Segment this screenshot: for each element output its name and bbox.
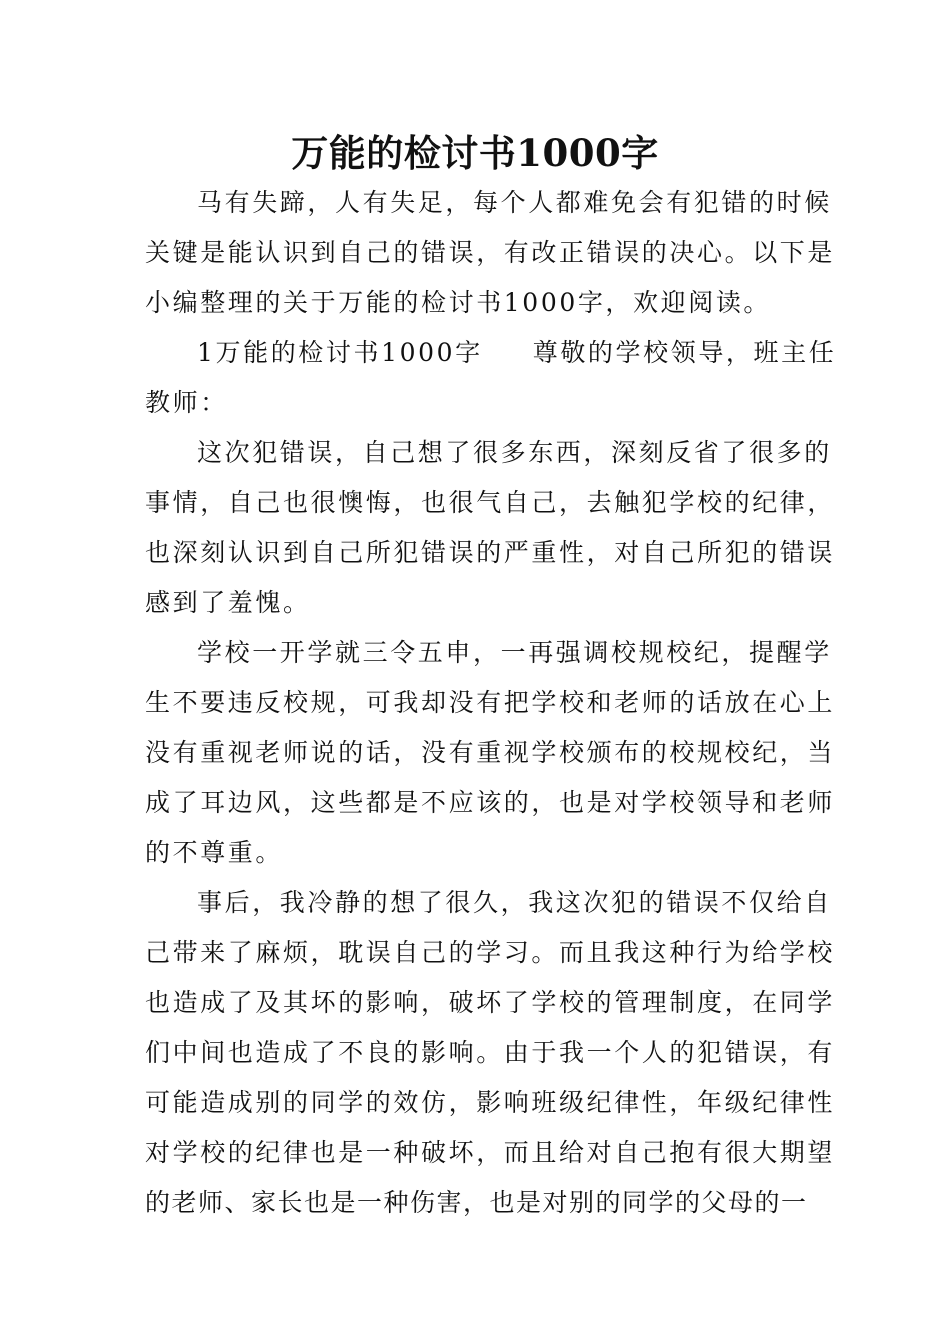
salutation: 尊敬的学校领导，班主任 [532, 338, 837, 367]
text-line: 小编整理的关于万能的检讨书1000字，欢迎阅读。 [145, 288, 772, 317]
text-line: 这次犯错误，自己想了很多东西，深刻反省了很多的 [197, 438, 832, 467]
text-line: 感到了羞愧。 [145, 588, 311, 617]
text-line: 们中间也造成了不良的影响。由于我一个人的犯错误，有 [145, 1038, 836, 1067]
text-line: 也深刻认识到自己所犯错误的严重性，对自己所犯的错误 [145, 538, 836, 567]
text-line: 教师： [145, 388, 228, 417]
text-line: 可能造成别的同学的效仿，影响班级纪律性，年级纪律性 [145, 1088, 836, 1117]
text-line: 也造成了及其坏的影响，破坏了学校的管理制度，在同学 [145, 988, 836, 1017]
text-line: 关键是能认识到自己的错误，有改正错误的决心。以下是 [145, 238, 836, 267]
text-line: 成了耳边风，这些都是不应该的，也是对学校领导和老师 [145, 788, 836, 817]
text-line: 生不要违反校规，可我却没有把学校和老师的话放在心上 [145, 688, 836, 717]
text-line: 事后，我冷静的想了很久，我这次犯的错误不仅给自 [197, 888, 832, 917]
document-title: 万能的检讨书1000字 [291, 131, 659, 175]
text-line: 的老师、家长也是一种伤害，也是对别的同学的父母的一 [145, 1188, 808, 1217]
section-heading: 1万能的检讨书1000字 [197, 338, 483, 367]
text-line: 马有失蹄，人有失足，每个人都难免会有犯错的时候 [197, 188, 832, 217]
section-heading-line [145, 328, 837, 378]
text-line: 学校一开学就三令五申，一再强调校规校纪，提醒学 [197, 638, 832, 667]
text-line: 对学校的纪律也是一种破坏，而且给对自己抱有很大期望 [145, 1138, 836, 1167]
document-body [145, 178, 837, 1228]
text-line: 没有重视老师说的话，没有重视学校颁布的校规校纪，当 [145, 738, 836, 767]
text-line: 的不尊重。 [145, 838, 284, 867]
text-line: 己带来了麻烦，耽误自己的学习。而且我这种行为给学校 [145, 938, 836, 967]
text-line: 事情，自己也很懊悔，也很气自己，去触犯学校的纪律， [145, 488, 836, 517]
